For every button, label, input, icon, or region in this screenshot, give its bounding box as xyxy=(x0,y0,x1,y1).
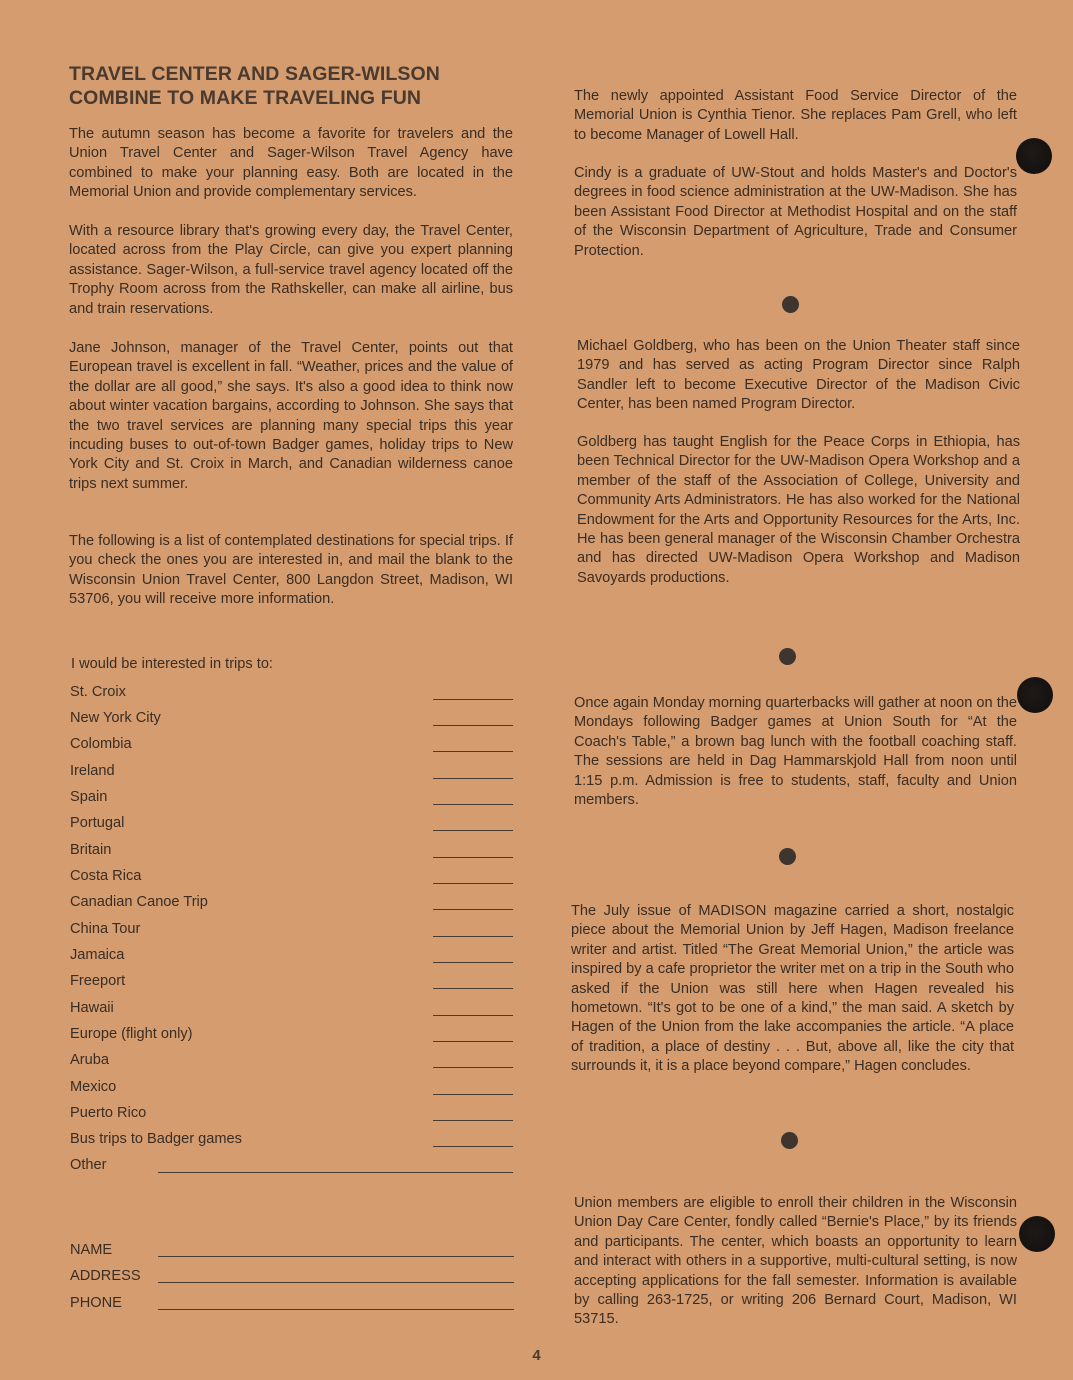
trip-option xyxy=(70,761,513,783)
trip-label: Freeport xyxy=(70,973,126,989)
right-paragraph-2: Cindy is a graduate of UW-Stout and holds Master's and Doctor's degrees in food science administration at the UW-Madison. She has been Assistant Food Director at Methodist Hospital and on the staff of the Wisconsin Department of Agriculture, Trade and Consumer Protection. xyxy=(574,165,1017,259)
checkbox-blank[interactable] xyxy=(433,1120,513,1121)
trip-label: Puerto Rico xyxy=(70,1105,147,1121)
right-paragraph-4: Goldberg has taught English for the Peace Corps in Ethiopia, has been Technical Director for the UW-Madison Opera Workshop and a member of the staff of the Association of College, University and Community Arts Administrators. He has also worked for the National Endowment for the Arts and Opportunity Resources for the Arts, Inc. He has been general manager of the Wisconsin Chamber Orchestra and has directed UW-Madison Opera Workshop and Madison Savoyards productions. xyxy=(577,434,1020,586)
trip-label: Britain xyxy=(70,842,112,858)
section-bullet xyxy=(779,648,796,665)
address-blank[interactable] xyxy=(158,1282,514,1283)
phone-blank[interactable] xyxy=(158,1309,514,1310)
checkbox-blank[interactable] xyxy=(433,1015,513,1016)
checkbox-blank[interactable] xyxy=(433,725,513,726)
checkbox-blank[interactable] xyxy=(433,883,513,884)
address-label: ADDRESS xyxy=(70,1268,141,1284)
left-paragraph-3: Jane Johnson, manager of the Travel Center, points out that European travel is excellent in fall. “Weather, prices and the value of the dollar are all good,” she says. It's also a good idea to think now about winter vacation bargains, according to Johnson. She says that the two travel services are planning many special trips this year incuding buses to out-of-town Badger games, holiday trips to New York City and St. Croix in March, and Canadian wilderness canoe trips next summer. xyxy=(69,340,513,492)
other-label: Other xyxy=(70,1157,107,1173)
checkbox-blank[interactable] xyxy=(433,1146,513,1147)
trip-option xyxy=(70,866,513,888)
binder-hole xyxy=(1016,138,1052,174)
trip-option-other xyxy=(70,1155,513,1177)
trip-option xyxy=(70,734,513,756)
binder-hole xyxy=(1019,1216,1055,1252)
trip-option xyxy=(70,1129,513,1151)
trip-option xyxy=(70,787,513,809)
right-paragraph-6: The July issue of MADISON magazine carried a short, nostalgic piece about the Memorial Union by Jeff Hagen, Madison freelance writer and artist. Titled “The Great Memorial Union,” the article was inspired by a cafe proprietor the writer met on a trip in the South who asked if the Union was still here when Hagen revealed his hometown. “It's got to be one of a kind,” the man said. A sketch by Hagen of the Union from the lake accompanies the article. “A place of tradition, a place of destiny . . . But, above all, like the city that surrounds it, it is a place beyond compare,” Hagen concludes. xyxy=(571,903,1014,1075)
name-label: NAME xyxy=(70,1242,113,1258)
trip-option xyxy=(70,998,513,1020)
checkbox-blank[interactable] xyxy=(433,830,513,831)
trip-option xyxy=(70,945,513,967)
checkbox-blank[interactable] xyxy=(433,857,513,858)
checkbox-blank[interactable] xyxy=(433,778,513,779)
trip-option xyxy=(70,892,513,914)
trip-option xyxy=(70,840,513,862)
phone-label: PHONE xyxy=(70,1295,122,1311)
trip-option xyxy=(70,1050,513,1072)
phone-field xyxy=(70,1293,514,1315)
checkbox-blank[interactable] xyxy=(433,936,513,937)
checkbox-blank[interactable] xyxy=(433,1041,513,1042)
trip-label: Costa Rica xyxy=(70,868,142,884)
trip-label: Mexico xyxy=(70,1079,117,1095)
trip-option xyxy=(70,1024,513,1046)
right-paragraph-3: Michael Goldberg, who has been on the Union Theater staff since 1979 and has served as acting Program Director since Ralph Sandler left to become Executive Director of the Madison Civic Center, has been named Program Director. xyxy=(577,338,1020,413)
address-field xyxy=(70,1266,514,1288)
left-paragraph-2: With a resource library that's growing every day, the Travel Center, located across from the Play Circle, can give you expert planning assistance. Sager-Wilson, a full-service travel agency located off the Trophy Room across from the Rathskeller, can make all airline, bus and train reservations. xyxy=(69,223,513,317)
trip-label: Portugal xyxy=(70,815,125,831)
headline: TRAVEL CENTER AND SAGER-WILSON COMBINE TO MAKE TRAVELING FUN xyxy=(69,63,440,109)
left-paragraph-4: The following is a list of contemplated destinations for special trips. If you check the ones you are interested in, and mail the blank to the Wisconsin Union Travel Center, 800 Langdon Street, Madison, WI 53706, you will receive more information. xyxy=(69,533,513,608)
trip-label: Aruba xyxy=(70,1052,109,1068)
checkbox-blank[interactable] xyxy=(433,962,513,963)
trip-option xyxy=(70,1103,513,1125)
trip-label: Spain xyxy=(70,789,108,805)
trip-label: Ireland xyxy=(70,763,115,779)
trip-label: Canadian Canoe Trip xyxy=(70,894,208,910)
form-intro: I would be interested in trips to: xyxy=(71,656,273,672)
trip-option xyxy=(70,708,513,730)
trip-option xyxy=(70,1077,513,1099)
trip-label: Bus trips to Badger games xyxy=(70,1131,242,1147)
trip-label: Hawaii xyxy=(70,1000,114,1016)
right-paragraph-7: Union members are eligible to enroll their children in the Wisconsin Union Day Care Center, fondly called “Bernie's Place,” by its friends and participants. The center, which boasts an opportunity to learn and interact with others in a supportive, multi-cultural setting, is now accepting applications for the fall semester. Information is available by calling 263-1725, or writing 206 Bernard Court, Madison, WI 53715. xyxy=(574,1195,1017,1328)
checkbox-blank[interactable] xyxy=(433,1094,513,1095)
checkbox-blank[interactable] xyxy=(433,988,513,989)
right-paragraph-5: Once again Monday morning quarterbacks will gather at noon on the Mondays following Badger games at Union South for “At the Coach's Table,” a brown bag lunch with the football coaching staff. The sessions are held in Dag Hammarskjold Hall from noon until 1:15 p.m. Admission is free to students, staff, faculty and Union members. xyxy=(574,695,1017,809)
left-paragraph-1: The autumn season has become a favorite for travelers and the Union Travel Center and Sager-Wilson Travel Agency have combined to make your planning easy. Both are located in the Memorial Union and provide complementary services. xyxy=(69,126,513,201)
binder-hole xyxy=(1017,677,1053,713)
checkbox-blank[interactable] xyxy=(433,909,513,910)
trip-option xyxy=(70,971,513,993)
trip-option xyxy=(70,813,513,835)
trip-label: Europe (flight only) xyxy=(70,1026,193,1042)
section-bullet xyxy=(779,848,796,865)
trip-option xyxy=(70,919,513,941)
section-bullet xyxy=(781,1132,798,1149)
checkbox-blank[interactable] xyxy=(433,1067,513,1068)
checkbox-blank[interactable] xyxy=(433,751,513,752)
checkbox-blank[interactable] xyxy=(433,699,513,700)
trip-label: New York City xyxy=(70,710,161,726)
section-bullet xyxy=(782,296,799,313)
trip-option xyxy=(70,682,513,704)
right-paragraph-1: The newly appointed Assistant Food Service Director of the Memorial Union is Cynthia Tienor. She replaces Pam Grell, who left to become Manager of Lowell Hall. xyxy=(574,88,1017,143)
other-blank[interactable] xyxy=(158,1172,513,1173)
checkbox-blank[interactable] xyxy=(433,804,513,805)
name-blank[interactable] xyxy=(158,1256,514,1257)
trip-label: China Tour xyxy=(70,921,141,937)
trip-label: St. Croix xyxy=(70,684,126,700)
name-field xyxy=(70,1240,514,1262)
page-number: 4 xyxy=(532,1347,541,1364)
trip-label: Colombia xyxy=(70,736,132,752)
trip-label: Jamaica xyxy=(70,947,125,963)
